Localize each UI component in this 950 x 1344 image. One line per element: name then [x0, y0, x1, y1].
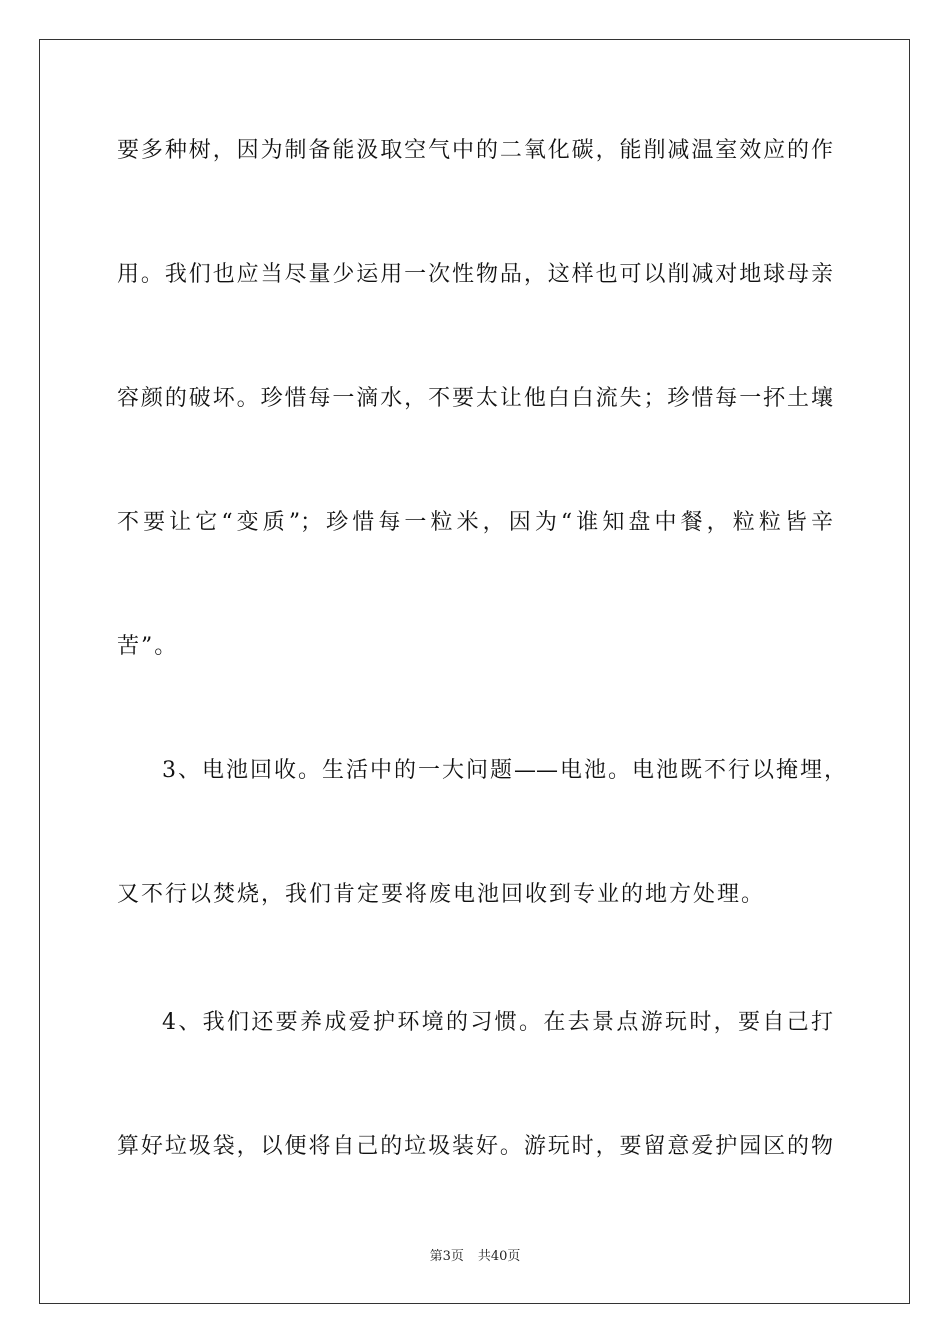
page-number: 第3页 [429, 1249, 464, 1264]
text-line-5: 苦”。 [117, 634, 179, 659]
text-line-9: 算好垃圾袋，以便将自己的垃圾装好。游玩时，要留意爱护园区的物 [117, 1134, 833, 1159]
text-line-7: 又不行以焚烧，我们肯定要将废电池回收到专业的地方处理。 [117, 882, 766, 907]
page-border [39, 39, 910, 1304]
page-total: 共40页 [477, 1249, 521, 1264]
text-line-3: 容颜的破坏。珍惜每一滴水，不要太让他白白流失；珍惜每一抔土壤 [117, 386, 833, 411]
text-line-8: 4、我们还要养成爱护环境的习惯。在去景点游玩时，要自己打 [162, 1010, 833, 1035]
text-line-4: 不要让它“变质”；珍惜每一粒米，因为“谁知盘中餐，粒粒皆辛 [117, 510, 833, 535]
text-line-6: 3、电池回收。生活中的一大问题——电池。电池既不行以掩埋， [162, 758, 846, 783]
page-footer [0, 1248, 950, 1266]
text-line-1: 要多种树，因为制备能汲取空气中的二氧化碳，能削减温室效应的作 [117, 138, 833, 163]
text-line-2: 用。我们也应当尽量少运用一次性物品，这样也可以削减对地球母亲 [117, 262, 833, 287]
